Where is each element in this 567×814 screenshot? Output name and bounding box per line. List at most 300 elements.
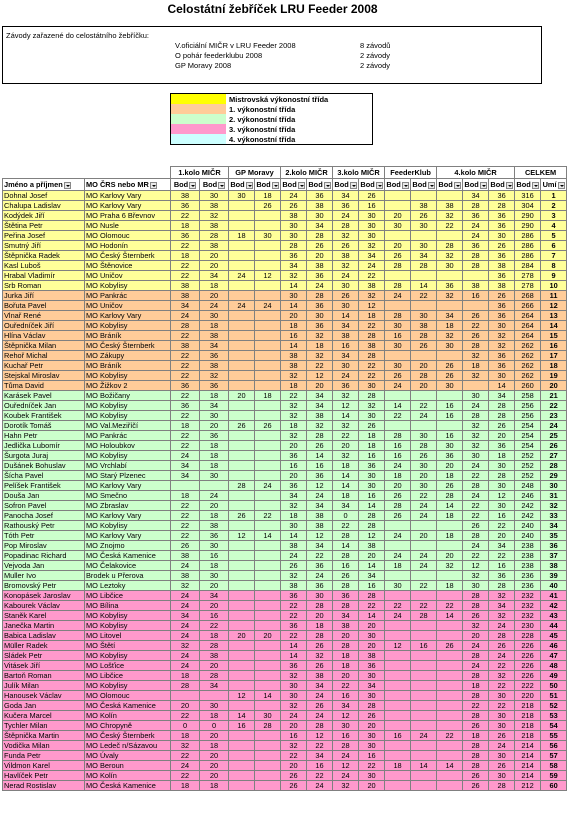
points-cell: 20 bbox=[200, 421, 229, 431]
race-item bbox=[175, 61, 391, 70]
points-cell bbox=[229, 701, 255, 711]
filter-dropdown-icon[interactable] bbox=[272, 182, 279, 189]
points-cell: 16 bbox=[281, 731, 307, 741]
points-cell bbox=[229, 411, 255, 421]
column-header-label: Bod bbox=[464, 180, 479, 189]
table-row bbox=[3, 371, 567, 381]
points-cell: 30 bbox=[359, 731, 385, 741]
total-points: 226 bbox=[515, 641, 541, 651]
club-name: MO Olomouc bbox=[85, 691, 171, 701]
club-name: MO Holoubkov bbox=[85, 441, 171, 451]
points-cell: 20 bbox=[359, 721, 385, 731]
points-cell: 36 bbox=[281, 451, 307, 461]
club-name: MO Kobylisy bbox=[85, 611, 171, 621]
club-name: MO Litovel bbox=[85, 631, 171, 641]
points-cell bbox=[229, 491, 255, 501]
points-cell: 38 bbox=[359, 541, 385, 551]
points-cell: 22 bbox=[359, 271, 385, 281]
points-cell: 36 bbox=[281, 621, 307, 631]
table-row bbox=[3, 781, 567, 791]
points-cell: 36 bbox=[463, 241, 489, 251]
points-cell: 22 bbox=[489, 551, 515, 561]
points-cell bbox=[229, 771, 255, 781]
points-cell: 20 bbox=[200, 751, 229, 761]
club-name: MO Praha 6 Břevnov bbox=[85, 211, 171, 221]
points-cell: 20 bbox=[411, 361, 437, 371]
rank-cell: 35 bbox=[541, 531, 567, 541]
competitor-name: Smutný Jiří bbox=[3, 241, 85, 251]
points-cell: 32 bbox=[489, 611, 515, 621]
competitor-name: Vitásek Jiří bbox=[3, 661, 85, 671]
points-cell: 28 bbox=[463, 751, 489, 761]
points-cell bbox=[229, 431, 255, 441]
points-cell: 32 bbox=[437, 211, 463, 221]
competitor-name: Konopásek Jaroslav bbox=[3, 591, 85, 601]
column-header-label: Bod bbox=[256, 180, 271, 189]
filter-dropdown-icon[interactable] bbox=[454, 182, 461, 189]
points-cell bbox=[229, 521, 255, 531]
points-cell: 28 bbox=[281, 241, 307, 251]
filter-dropdown-icon[interactable] bbox=[246, 182, 253, 189]
column-header bbox=[281, 179, 307, 191]
total-points: 252 bbox=[515, 451, 541, 461]
points-cell: 12 bbox=[307, 731, 333, 741]
table-row bbox=[3, 341, 567, 351]
filter-dropdown-icon[interactable] bbox=[64, 182, 71, 189]
table-row bbox=[3, 471, 567, 481]
points-cell: 28 bbox=[463, 251, 489, 261]
competitor-name: Kuchař Petr bbox=[3, 361, 85, 371]
points-cell: 32 bbox=[463, 571, 489, 581]
points-cell: 30 bbox=[489, 321, 515, 331]
points-cell: 30 bbox=[463, 451, 489, 461]
rank-cell: 44 bbox=[541, 621, 567, 631]
points-cell bbox=[437, 751, 463, 761]
points-cell: 26 bbox=[463, 771, 489, 781]
points-cell: 30 bbox=[359, 671, 385, 681]
club-name: MO Kobylisy bbox=[85, 651, 171, 661]
points-cell: 16 bbox=[385, 441, 411, 451]
points-cell: 36 bbox=[333, 591, 359, 601]
points-cell: 30 bbox=[411, 221, 437, 231]
points-cell: 22 bbox=[463, 701, 489, 711]
club-name: MO Libčice bbox=[85, 671, 171, 681]
competitor-name: Douša Jan bbox=[3, 491, 85, 501]
points-cell: 28 bbox=[411, 331, 437, 341]
points-cell: 16 bbox=[333, 341, 359, 351]
points-cell: 24 bbox=[200, 491, 229, 501]
table-row bbox=[3, 231, 567, 241]
competitor-name: Vlnař René bbox=[3, 311, 85, 321]
points-cell: 30 bbox=[333, 301, 359, 311]
club-name: MO Vrchlabí bbox=[85, 461, 171, 471]
group-header: 1.kolo MIČR bbox=[171, 167, 229, 179]
total-points: 304 bbox=[515, 201, 541, 211]
points-cell: 22 bbox=[171, 501, 200, 511]
points-cell bbox=[437, 691, 463, 701]
rank-cell: 12 bbox=[541, 301, 567, 311]
table-row bbox=[3, 391, 567, 401]
points-cell: 30 bbox=[489, 691, 515, 701]
points-cell: 22 bbox=[359, 361, 385, 371]
table-row bbox=[3, 741, 567, 751]
points-cell: 22 bbox=[171, 751, 200, 761]
table-row bbox=[3, 351, 567, 361]
points-cell: 16 bbox=[200, 611, 229, 621]
points-cell: 32 bbox=[463, 441, 489, 451]
rank-cell: 45 bbox=[541, 631, 567, 641]
filter-dropdown-icon[interactable] bbox=[189, 182, 196, 189]
legend-item bbox=[171, 94, 372, 104]
points-cell bbox=[255, 331, 281, 341]
points-cell: 26 bbox=[489, 241, 515, 251]
points-cell: 18 bbox=[463, 731, 489, 741]
competitor-name: Bořuta Pavel bbox=[3, 301, 85, 311]
filter-dropdown-icon[interactable] bbox=[428, 182, 435, 189]
points-cell: 38 bbox=[281, 211, 307, 221]
points-cell: 30 bbox=[411, 241, 437, 251]
club-name: MO Kobylisy bbox=[85, 621, 171, 631]
points-cell: 28 bbox=[359, 351, 385, 361]
points-cell: 22 bbox=[437, 731, 463, 741]
points-cell: 38 bbox=[307, 671, 333, 681]
column-header bbox=[411, 179, 437, 191]
points-cell: 38 bbox=[307, 261, 333, 271]
points-cell bbox=[385, 191, 411, 201]
points-cell: 28 bbox=[333, 581, 359, 591]
points-cell: 36 bbox=[200, 531, 229, 541]
points-cell: 16 bbox=[359, 451, 385, 461]
points-cell bbox=[411, 771, 437, 781]
points-cell: 32 bbox=[333, 261, 359, 271]
rank-cell: 41 bbox=[541, 591, 567, 601]
points-cell bbox=[411, 391, 437, 401]
points-cell: 34 bbox=[200, 591, 229, 601]
rank-cell: 50 bbox=[541, 681, 567, 691]
points-cell bbox=[411, 651, 437, 661]
points-cell: 26 bbox=[281, 201, 307, 211]
points-cell: 30 bbox=[411, 311, 437, 321]
points-cell: 18 bbox=[200, 741, 229, 751]
points-cell: 20 bbox=[200, 581, 229, 591]
rank-cell: 14 bbox=[541, 321, 567, 331]
rank-cell: 33 bbox=[541, 511, 567, 521]
points-cell: 32 bbox=[463, 621, 489, 631]
points-cell bbox=[437, 351, 463, 361]
points-cell bbox=[411, 191, 437, 201]
table-row bbox=[3, 521, 567, 531]
points-cell: 32 bbox=[307, 651, 333, 661]
points-cell: 28 bbox=[333, 551, 359, 561]
points-cell: 14 bbox=[359, 611, 385, 621]
points-cell bbox=[437, 621, 463, 631]
blank-header-cell bbox=[3, 167, 85, 179]
points-cell: 36 bbox=[281, 481, 307, 491]
points-cell bbox=[229, 761, 255, 771]
points-cell: 30 bbox=[359, 481, 385, 491]
points-cell: 30 bbox=[307, 591, 333, 601]
filter-dropdown-icon[interactable] bbox=[532, 182, 539, 189]
points-cell: 26 bbox=[385, 371, 411, 381]
points-cell bbox=[229, 671, 255, 681]
points-cell: 34 bbox=[307, 221, 333, 231]
points-cell: 32 bbox=[307, 421, 333, 431]
points-cell: 26 bbox=[463, 311, 489, 321]
club-name: MO Lošťice bbox=[85, 661, 171, 671]
rank-cell: 13 bbox=[541, 311, 567, 321]
filter-dropdown-icon[interactable] bbox=[218, 182, 225, 189]
legend-item bbox=[171, 134, 372, 144]
points-cell: 30 bbox=[489, 461, 515, 471]
club-name: MO Kobylisy bbox=[85, 401, 171, 411]
points-cell: 26 bbox=[229, 511, 255, 521]
points-cell: 32 bbox=[333, 231, 359, 241]
points-cell bbox=[255, 461, 281, 471]
total-points: 212 bbox=[515, 781, 541, 791]
club-name: MO Pankrác bbox=[85, 431, 171, 441]
points-cell bbox=[385, 541, 411, 551]
column-header-label: Bod bbox=[230, 180, 245, 189]
points-cell: 36 bbox=[307, 581, 333, 591]
points-cell: 32 bbox=[281, 571, 307, 581]
column-header-label: Jméno a příjmen bbox=[4, 180, 63, 189]
points-cell: 34 bbox=[489, 601, 515, 611]
points-cell: 30 bbox=[200, 471, 229, 481]
points-cell: 28 bbox=[463, 481, 489, 491]
points-cell: 18 bbox=[359, 431, 385, 441]
points-cell: 28 bbox=[463, 341, 489, 351]
points-cell: 28 bbox=[385, 281, 411, 291]
competitor-name: Ouředníček Jan bbox=[3, 401, 85, 411]
points-cell: 20 bbox=[489, 531, 515, 541]
points-cell: 16 bbox=[489, 511, 515, 521]
column-header bbox=[255, 179, 281, 191]
points-cell bbox=[385, 681, 411, 691]
filter-dropdown-icon[interactable] bbox=[324, 182, 331, 189]
points-cell: 30 bbox=[437, 261, 463, 271]
points-cell bbox=[229, 241, 255, 251]
points-cell: 22 bbox=[359, 371, 385, 381]
points-cell: 30 bbox=[281, 291, 307, 301]
points-cell: 20 bbox=[281, 471, 307, 481]
points-cell: 22 bbox=[171, 361, 200, 371]
points-cell: 36 bbox=[281, 591, 307, 601]
points-cell: 18 bbox=[437, 511, 463, 521]
filter-dropdown-icon[interactable] bbox=[480, 182, 487, 189]
club-name: MO Karlovy Vary bbox=[85, 191, 171, 201]
points-cell bbox=[411, 691, 437, 701]
filter-dropdown-icon[interactable] bbox=[298, 182, 305, 189]
points-cell: 14 bbox=[307, 451, 333, 461]
table-row bbox=[3, 531, 567, 541]
points-cell bbox=[463, 271, 489, 281]
points-cell: 18 bbox=[463, 681, 489, 691]
points-cell bbox=[411, 301, 437, 311]
points-cell: 24 bbox=[463, 661, 489, 671]
filter-dropdown-icon[interactable] bbox=[506, 182, 513, 189]
points-cell: 20 bbox=[307, 251, 333, 261]
points-cell: 18 bbox=[200, 441, 229, 451]
rank-cell: 58 bbox=[541, 761, 567, 771]
total-points: 252 bbox=[515, 461, 541, 471]
rank-cell: 55 bbox=[541, 731, 567, 741]
points-cell: 34 bbox=[359, 251, 385, 261]
points-cell: 24 bbox=[463, 461, 489, 471]
table-row bbox=[3, 321, 567, 331]
points-cell: 36 bbox=[359, 661, 385, 671]
filter-dropdown-icon[interactable] bbox=[150, 182, 157, 189]
total-points: 316 bbox=[515, 191, 541, 201]
points-cell: 26 bbox=[385, 511, 411, 521]
points-cell: 32 bbox=[333, 391, 359, 401]
points-cell bbox=[411, 721, 437, 731]
points-cell: 22 bbox=[489, 661, 515, 671]
points-cell: 14 bbox=[437, 611, 463, 621]
column-header-label: Umí bbox=[542, 180, 557, 189]
points-cell: 32 bbox=[437, 561, 463, 571]
competitor-name: Bromovský Petr bbox=[3, 581, 85, 591]
points-cell: 18 bbox=[385, 561, 411, 571]
points-cell bbox=[229, 201, 255, 211]
total-points: 252 bbox=[515, 471, 541, 481]
rank-cell: 23 bbox=[541, 411, 567, 421]
club-name: MO Úvaly bbox=[85, 751, 171, 761]
column-header-label: Bod bbox=[438, 180, 453, 189]
filter-dropdown-icon[interactable] bbox=[376, 182, 383, 189]
points-cell: 28 bbox=[437, 241, 463, 251]
points-cell: 18 bbox=[171, 251, 200, 261]
points-cell: 36 bbox=[171, 201, 200, 211]
points-cell bbox=[385, 421, 411, 431]
points-cell bbox=[411, 351, 437, 361]
competitor-name: Stejskal Miroslav bbox=[3, 371, 85, 381]
points-cell: 12 bbox=[229, 691, 255, 701]
points-cell: 34 bbox=[171, 301, 200, 311]
competitor-name: Jedlička Lubomír bbox=[3, 441, 85, 451]
points-cell: 26 bbox=[229, 421, 255, 431]
points-cell: 34 bbox=[171, 611, 200, 621]
points-cell bbox=[229, 621, 255, 631]
points-cell: 36 bbox=[307, 271, 333, 281]
competitor-name: Srb Roman bbox=[3, 281, 85, 291]
points-cell bbox=[229, 561, 255, 571]
points-cell: 20 bbox=[437, 551, 463, 561]
points-cell: 22 bbox=[171, 261, 200, 271]
points-cell: 22 bbox=[437, 601, 463, 611]
points-cell: 16 bbox=[411, 641, 437, 651]
points-cell: 38 bbox=[281, 581, 307, 591]
table-row bbox=[3, 241, 567, 251]
points-cell: 0 bbox=[333, 511, 359, 521]
points-cell bbox=[385, 391, 411, 401]
points-cell: 24 bbox=[489, 741, 515, 751]
points-cell: 38 bbox=[281, 351, 307, 361]
points-cell: 26 bbox=[359, 421, 385, 431]
filter-dropdown-icon[interactable] bbox=[402, 182, 409, 189]
total-points: 232 bbox=[515, 591, 541, 601]
points-cell: 26 bbox=[281, 781, 307, 791]
points-cell: 26 bbox=[437, 371, 463, 381]
competitor-name: Šurgota Juraj bbox=[3, 451, 85, 461]
points-cell: 24 bbox=[281, 551, 307, 561]
points-cell: 22 bbox=[171, 241, 200, 251]
filter-dropdown-icon[interactable] bbox=[350, 182, 357, 189]
points-cell: 36 bbox=[489, 571, 515, 581]
rank-cell: 8 bbox=[541, 261, 567, 271]
rank-cell: 46 bbox=[541, 641, 567, 651]
club-name: MO Karlovy Vary bbox=[85, 531, 171, 541]
total-points: 286 bbox=[515, 251, 541, 261]
points-cell: 34 bbox=[281, 491, 307, 501]
points-cell bbox=[437, 541, 463, 551]
points-cell bbox=[255, 541, 281, 551]
points-cell bbox=[200, 691, 229, 701]
table-row bbox=[3, 491, 567, 501]
competitor-name: Vodička Milan bbox=[3, 741, 85, 751]
table-row bbox=[3, 701, 567, 711]
competitor-name: Šícha Pavel bbox=[3, 471, 85, 481]
points-cell: 24 bbox=[333, 371, 359, 381]
points-cell: 28 bbox=[463, 601, 489, 611]
points-cell: 38 bbox=[171, 341, 200, 351]
points-cell: 14 bbox=[437, 761, 463, 771]
points-cell: 24 bbox=[489, 621, 515, 631]
legend-swatch bbox=[171, 104, 226, 114]
points-cell: 18 bbox=[200, 711, 229, 721]
points-cell: 26 bbox=[333, 571, 359, 581]
competitor-name: Kasl Luboš bbox=[3, 261, 85, 271]
table-row bbox=[3, 251, 567, 261]
points-cell bbox=[255, 411, 281, 421]
points-cell: 22 bbox=[171, 511, 200, 521]
points-cell: 20 bbox=[333, 671, 359, 681]
competitor-name: Rathouský Petr bbox=[3, 521, 85, 531]
points-cell: 12 bbox=[489, 491, 515, 501]
legend-label: 4. výkonostní třída bbox=[229, 134, 296, 144]
points-cell: 26 bbox=[489, 421, 515, 431]
points-cell bbox=[385, 351, 411, 361]
points-cell: 24 bbox=[359, 261, 385, 271]
points-cell: 26 bbox=[463, 521, 489, 531]
club-name: MO Bráník bbox=[85, 331, 171, 341]
points-cell: 28 bbox=[200, 231, 229, 241]
points-cell: 32 bbox=[333, 421, 359, 431]
points-cell: 30 bbox=[411, 481, 437, 491]
points-cell: 28 bbox=[437, 491, 463, 501]
table-row bbox=[3, 751, 567, 761]
points-cell: 38 bbox=[171, 191, 200, 201]
rank-cell: 37 bbox=[541, 551, 567, 561]
points-cell: 22 bbox=[307, 551, 333, 561]
points-cell: 18 bbox=[333, 661, 359, 671]
table-row bbox=[3, 601, 567, 611]
table-row bbox=[3, 631, 567, 641]
points-cell: 22 bbox=[307, 771, 333, 781]
rank-cell: 24 bbox=[541, 421, 567, 431]
filter-dropdown-icon[interactable] bbox=[558, 182, 565, 189]
club-name: MO Kobylisy bbox=[85, 451, 171, 461]
points-cell: 22 bbox=[333, 431, 359, 441]
rank-cell: 51 bbox=[541, 691, 567, 701]
table-row bbox=[3, 361, 567, 371]
points-cell: 36 bbox=[489, 191, 515, 201]
tier-legend bbox=[170, 93, 373, 145]
points-cell: 22 bbox=[281, 391, 307, 401]
points-cell: 18 bbox=[333, 651, 359, 661]
points-cell: 26 bbox=[463, 331, 489, 341]
total-points: 220 bbox=[515, 691, 541, 701]
points-cell: 28 bbox=[411, 261, 437, 271]
